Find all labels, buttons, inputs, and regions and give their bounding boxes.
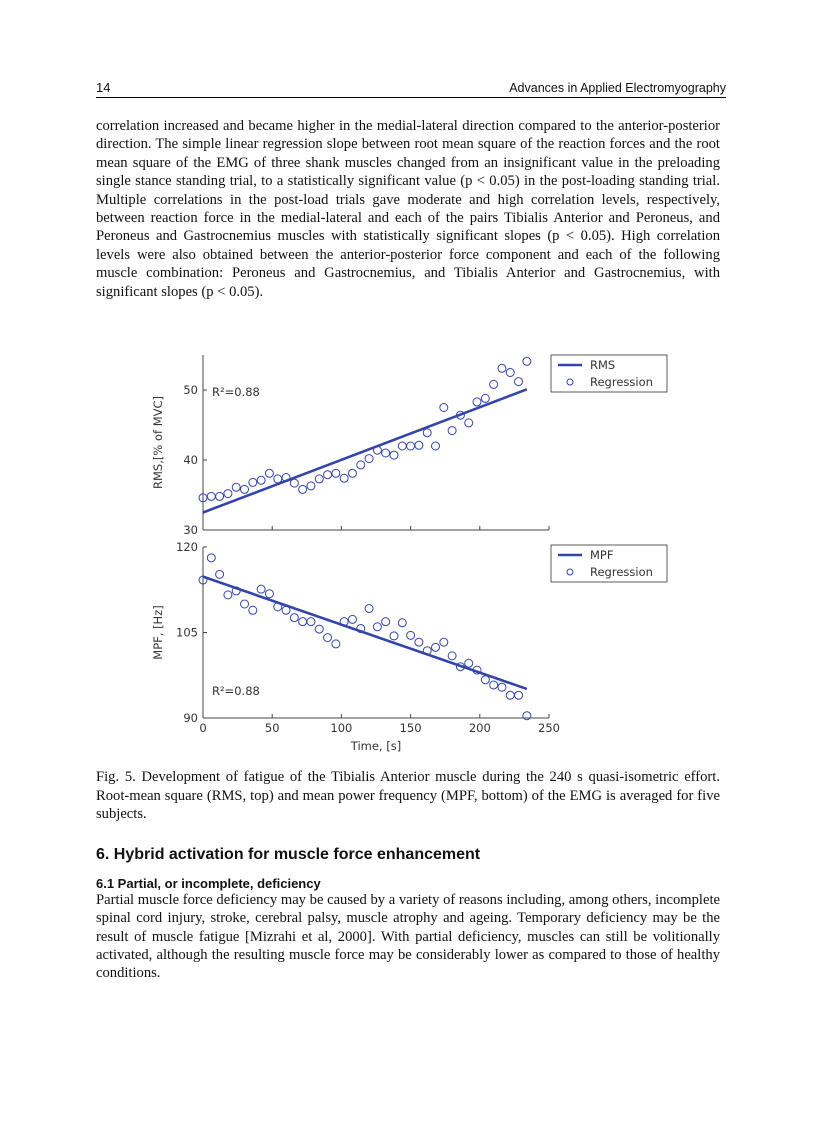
legend-label: RMS <box>590 358 616 372</box>
chart-panel-rms <box>151 355 667 537</box>
y-tick-label: 50 <box>183 383 198 397</box>
data-point <box>398 619 406 627</box>
y-tick-label: 120 <box>176 540 198 554</box>
data-point <box>249 606 257 614</box>
data-point <box>448 652 456 660</box>
r-squared-annotation: R²=0.88 <box>212 385 260 399</box>
data-point <box>415 441 423 449</box>
data-point <box>357 461 365 469</box>
data-point <box>490 681 498 689</box>
data-point <box>390 632 398 640</box>
data-point <box>373 623 381 631</box>
y-axis-label: RMS,[% of MVC] <box>151 396 165 489</box>
data-point <box>465 659 473 667</box>
legend-label: Regression <box>590 375 653 389</box>
data-point <box>282 606 290 614</box>
data-point <box>432 442 440 450</box>
data-point <box>382 618 390 626</box>
data-point <box>415 638 423 646</box>
data-point <box>490 380 498 388</box>
data-point <box>515 691 523 699</box>
data-point <box>299 618 307 626</box>
y-tick-label: 105 <box>176 625 198 640</box>
data-point <box>440 404 448 412</box>
figure-5-chart <box>140 340 680 765</box>
data-point <box>348 615 356 623</box>
x-tick-label: 50 <box>264 721 280 735</box>
page-number: 14 <box>96 80 111 95</box>
running-title: Advances in Applied Electromyography <box>509 81 726 95</box>
regression-line <box>203 577 527 689</box>
legend <box>551 545 667 582</box>
data-point <box>274 603 282 611</box>
data-point <box>481 676 489 684</box>
intro-paragraph: correlation increased and became higher in the medial-lateral direction compared to the anterior-posterior direction. The simple linear regression slope between root mean square of the reaction forces and the root mean square of the EMG of three shank muscles changed from an insignificant value in the preloading single stance standing trial, to a statistically significant value (p < 0.05) in the post-loading standing trial. Multiple correlations in the post-load trials gave moderate and high correlation levels, respectively, between reaction force in the medial-lateral and each of the pairs Tibialis Anterior and Peroneus, and Peroneus and Gastrocnemius muscles with statistically significant slopes (p < 0.05). High correlation levels were also obtained between the anterior-posterior force component and each of the following muscle combination: Peroneus and Gastrocnemius, and Tibialis Anterior and Gastrocnemius, with significant slopes (p < 0.05). <box>96 118 720 300</box>
data-point <box>340 474 348 482</box>
data-point <box>481 394 489 402</box>
page-header <box>96 80 726 98</box>
x-tick-label: 0 <box>199 721 207 735</box>
data-point <box>265 469 273 477</box>
data-point <box>348 469 356 477</box>
data-point <box>241 485 249 493</box>
data-point <box>307 618 315 626</box>
data-point <box>448 427 456 435</box>
r-squared-annotation: R²=0.88 <box>212 684 260 698</box>
figure-caption: Fig. 5. Development of fatigue of the Tibialis Anterior muscle during the 240 s quasi-isometric effort. Root-mean square (RMS, top) and mean power frequency (MPF, bottom) of the EMG is averaged for five subjects. <box>96 769 720 823</box>
data-point <box>523 357 531 365</box>
data-point <box>207 492 215 500</box>
data-point <box>307 482 315 490</box>
data-point <box>216 492 224 500</box>
subsection-heading: 6.1 Partial, or incomplete, deficiency <box>96 876 321 891</box>
data-point <box>332 469 340 477</box>
data-point <box>365 455 373 463</box>
data-point <box>506 369 514 377</box>
y-axis-label: MPF, [Hz] <box>151 605 165 660</box>
data-point <box>473 398 481 406</box>
data-point <box>465 419 473 427</box>
data-point <box>332 640 340 648</box>
x-tick-label: 200 <box>468 721 491 735</box>
regression-line <box>203 389 527 512</box>
data-point <box>432 643 440 651</box>
data-point <box>515 378 523 386</box>
data-point <box>407 631 415 639</box>
section-heading: 6. Hybrid activation for muscle force enhancement <box>96 846 481 863</box>
x-axis-label: Time, [s] <box>350 739 402 753</box>
x-tick-label: 100 <box>330 721 353 735</box>
data-point <box>382 449 390 457</box>
data-point <box>265 590 273 598</box>
data-point <box>423 429 431 437</box>
y-tick-label: 40 <box>183 453 198 467</box>
data-point <box>249 478 257 486</box>
data-point <box>498 683 506 691</box>
data-point <box>398 442 406 450</box>
data-point <box>498 364 506 372</box>
data-point <box>241 600 249 608</box>
data-point <box>324 471 332 479</box>
data-point <box>390 451 398 459</box>
data-point <box>290 614 298 622</box>
y-tick-label: 90 <box>183 711 198 725</box>
data-point <box>290 479 298 487</box>
section-paragraph: Partial muscle force deficiency may be caused by a variety of reasons including, among others, incomplete spinal cord injury, stroke, cerebral palsy, muscle atrophy and ageing. Temporary deficiency may be the result of muscle fatigue [Mizrahi et al, 2000]. With partial deficiency, muscles can still be volitionally activated, although the resulting muscle force may be considerably lower as compared to those of healthy conditions. <box>96 892 720 982</box>
data-point <box>315 475 323 483</box>
y-tick-label: 30 <box>183 523 198 537</box>
data-point <box>440 638 448 646</box>
legend-label: MPF <box>590 548 614 562</box>
data-point <box>257 585 265 593</box>
data-point <box>523 712 531 720</box>
data-point <box>257 476 265 484</box>
data-point <box>207 554 215 562</box>
data-point <box>232 483 240 491</box>
chart-panel-mpf <box>151 540 667 753</box>
legend-label: Regression <box>590 565 653 579</box>
data-point <box>224 490 232 498</box>
data-point <box>224 591 232 599</box>
x-tick-label: 150 <box>399 721 422 735</box>
legend <box>551 355 667 392</box>
data-point <box>315 625 323 633</box>
data-point <box>407 442 415 450</box>
x-tick-label: 250 <box>538 721 560 735</box>
data-point <box>365 605 373 613</box>
data-point <box>216 570 224 578</box>
data-point <box>299 485 307 493</box>
data-point <box>506 691 514 699</box>
data-point <box>274 475 282 483</box>
data-point <box>324 634 332 642</box>
